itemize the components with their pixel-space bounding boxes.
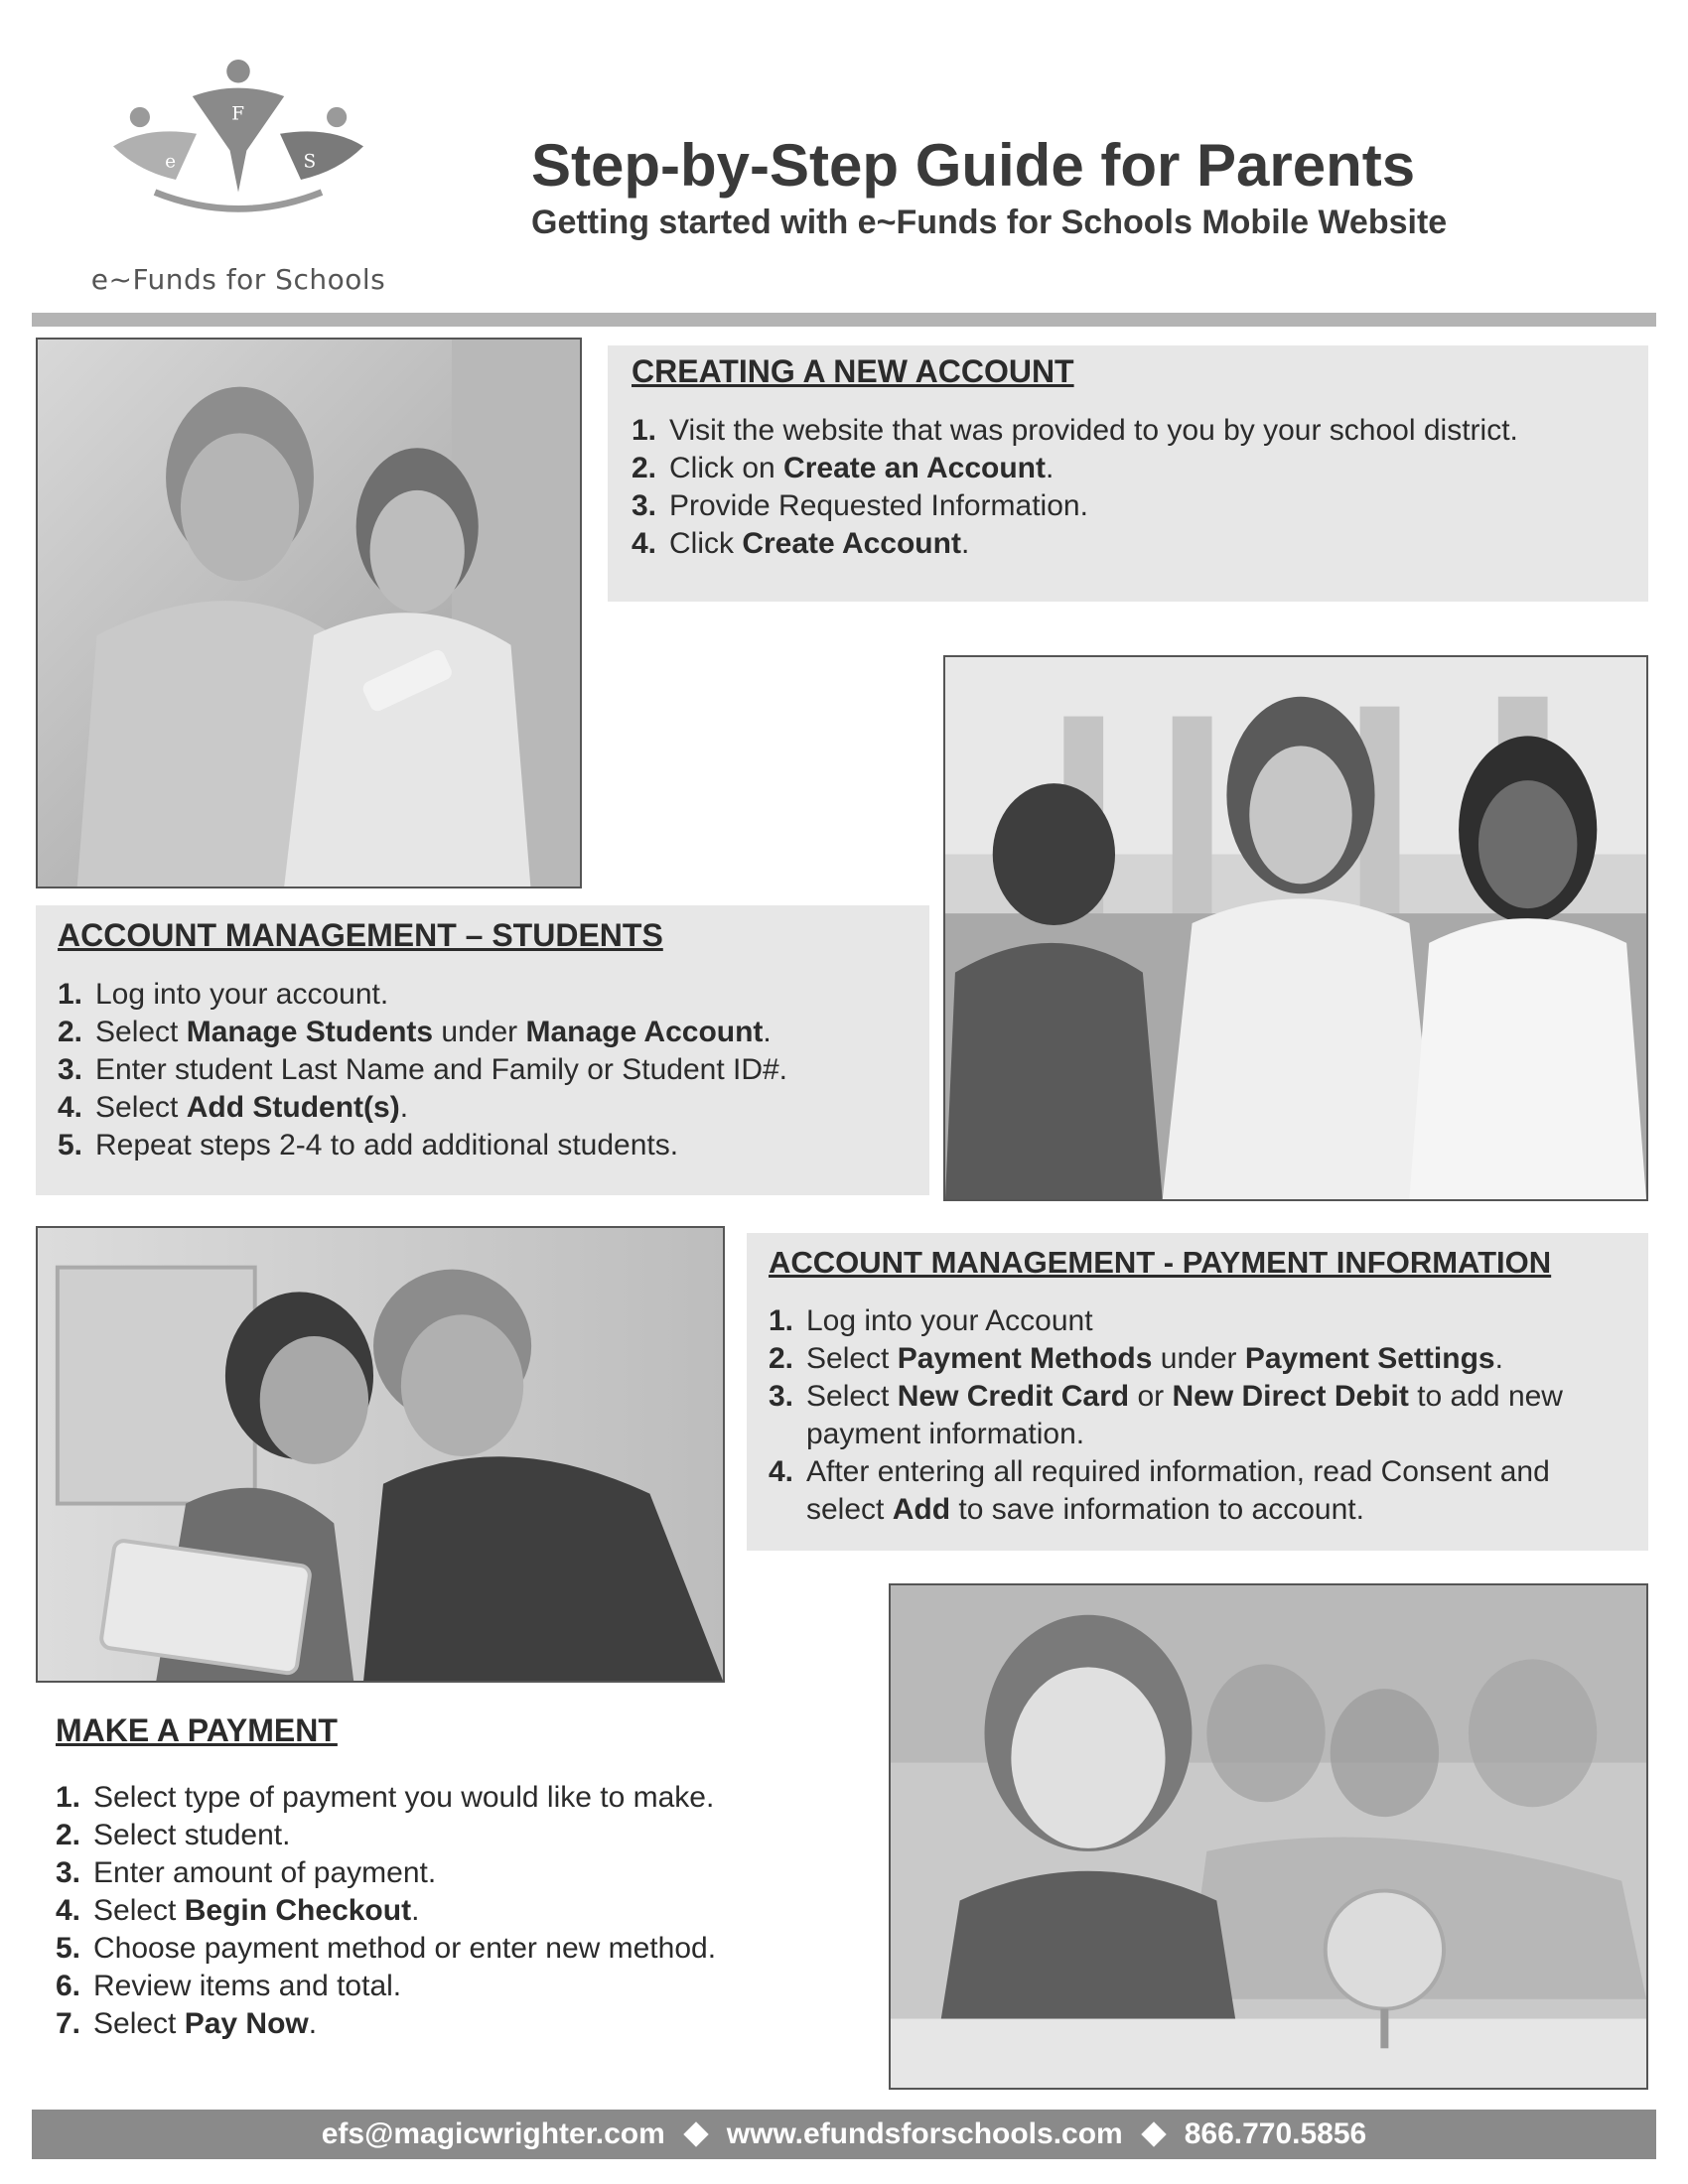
photo-girl-classroom xyxy=(889,1583,1648,2090)
list-item: 1. Select type of payment you would like to make. xyxy=(56,1781,715,1814)
make-payment-steps xyxy=(56,1779,890,2043)
list-item: 4. Select Begin Checkout. xyxy=(56,1894,420,1927)
payment-information-steps xyxy=(769,1302,1626,1529)
footer-contact-bar xyxy=(32,2110,1656,2159)
create-account-steps xyxy=(632,412,1624,563)
svg-text:F: F xyxy=(231,103,245,125)
panel-create-account xyxy=(608,345,1648,602)
students-steps xyxy=(58,976,908,1164)
page-title: Step-by-Step Guide for Parents xyxy=(531,132,1416,199)
page-subtitle: Getting started with e~Funds for Schools Mobile Website xyxy=(531,204,1448,241)
photo-couple-tablet xyxy=(36,1226,725,1683)
panel-payment-information xyxy=(747,1233,1648,1551)
footer-website-link[interactable]: www.efundsforschools.com xyxy=(726,2117,1123,2150)
panel-make-payment xyxy=(36,1712,910,2100)
header-divider xyxy=(32,313,1656,327)
footer-phone: 866.770.5856 xyxy=(1184,2117,1367,2150)
list-item: 4. Select Add Student(s). xyxy=(58,1091,409,1124)
list-item: 3. Enter student Last Name and Family or Student ID#. xyxy=(58,1053,788,1086)
photo-three-students xyxy=(943,655,1648,1201)
list-item: 3. Select New Credit Card or New Direct Debit to add new payment information. xyxy=(769,1380,1563,1450)
diamond-separator-icon xyxy=(683,2121,708,2146)
list-item: 1. Log into your account. xyxy=(58,978,389,1011)
list-item: 5. Choose payment method or enter new method. xyxy=(56,1932,717,1965)
panel-account-students xyxy=(36,905,929,1195)
section-title-make-payment: MAKE A PAYMENT xyxy=(56,1712,338,1748)
list-item: 1. Log into your Account xyxy=(769,1304,1093,1337)
section-title-students: ACCOUNT MANAGEMENT – STUDENTS xyxy=(58,917,663,953)
list-item: 6. Review items and total. xyxy=(56,1970,402,2002)
diamond-separator-icon xyxy=(1141,2121,1166,2146)
list-item: 3. Enter amount of payment. xyxy=(56,1856,437,1889)
list-item: 2. Select Payment Methods under Payment Settings. xyxy=(769,1342,1503,1375)
efunds-logo-icon xyxy=(79,55,397,263)
list-item: 3. Provide Requested Information. xyxy=(632,489,1088,522)
list-item: 4. After entering all required information, read Consent and select Add to save information to account. xyxy=(769,1455,1550,1526)
list-item: 1. Visit the website that was provided to you by your school district. xyxy=(632,414,1518,447)
footer-email-link[interactable]: efs@magicwrighter.com xyxy=(321,2117,665,2150)
list-item: 2. Click on Create an Account. xyxy=(632,452,1055,484)
svg-text:S: S xyxy=(303,151,317,173)
list-item: 2. Select Manage Students under Manage Account. xyxy=(58,1016,772,1048)
list-item: 7. Select Pay Now. xyxy=(56,2007,318,2040)
svg-text:e: e xyxy=(165,151,177,173)
photo-couple-phone xyxy=(36,338,582,888)
list-item: 2. Select student. xyxy=(56,1819,291,1851)
list-item: 4. Click Create Account. xyxy=(632,527,970,560)
logo-caption: e~Funds for Schools xyxy=(90,263,386,296)
list-item: 5. Repeat steps 2-4 to add additional students. xyxy=(58,1129,679,1161)
section-title-payment-information: ACCOUNT MANAGEMENT - PAYMENT INFORMATION xyxy=(769,1245,1552,1280)
section-title-create-account: CREATING A NEW ACCOUNT xyxy=(632,353,1074,389)
